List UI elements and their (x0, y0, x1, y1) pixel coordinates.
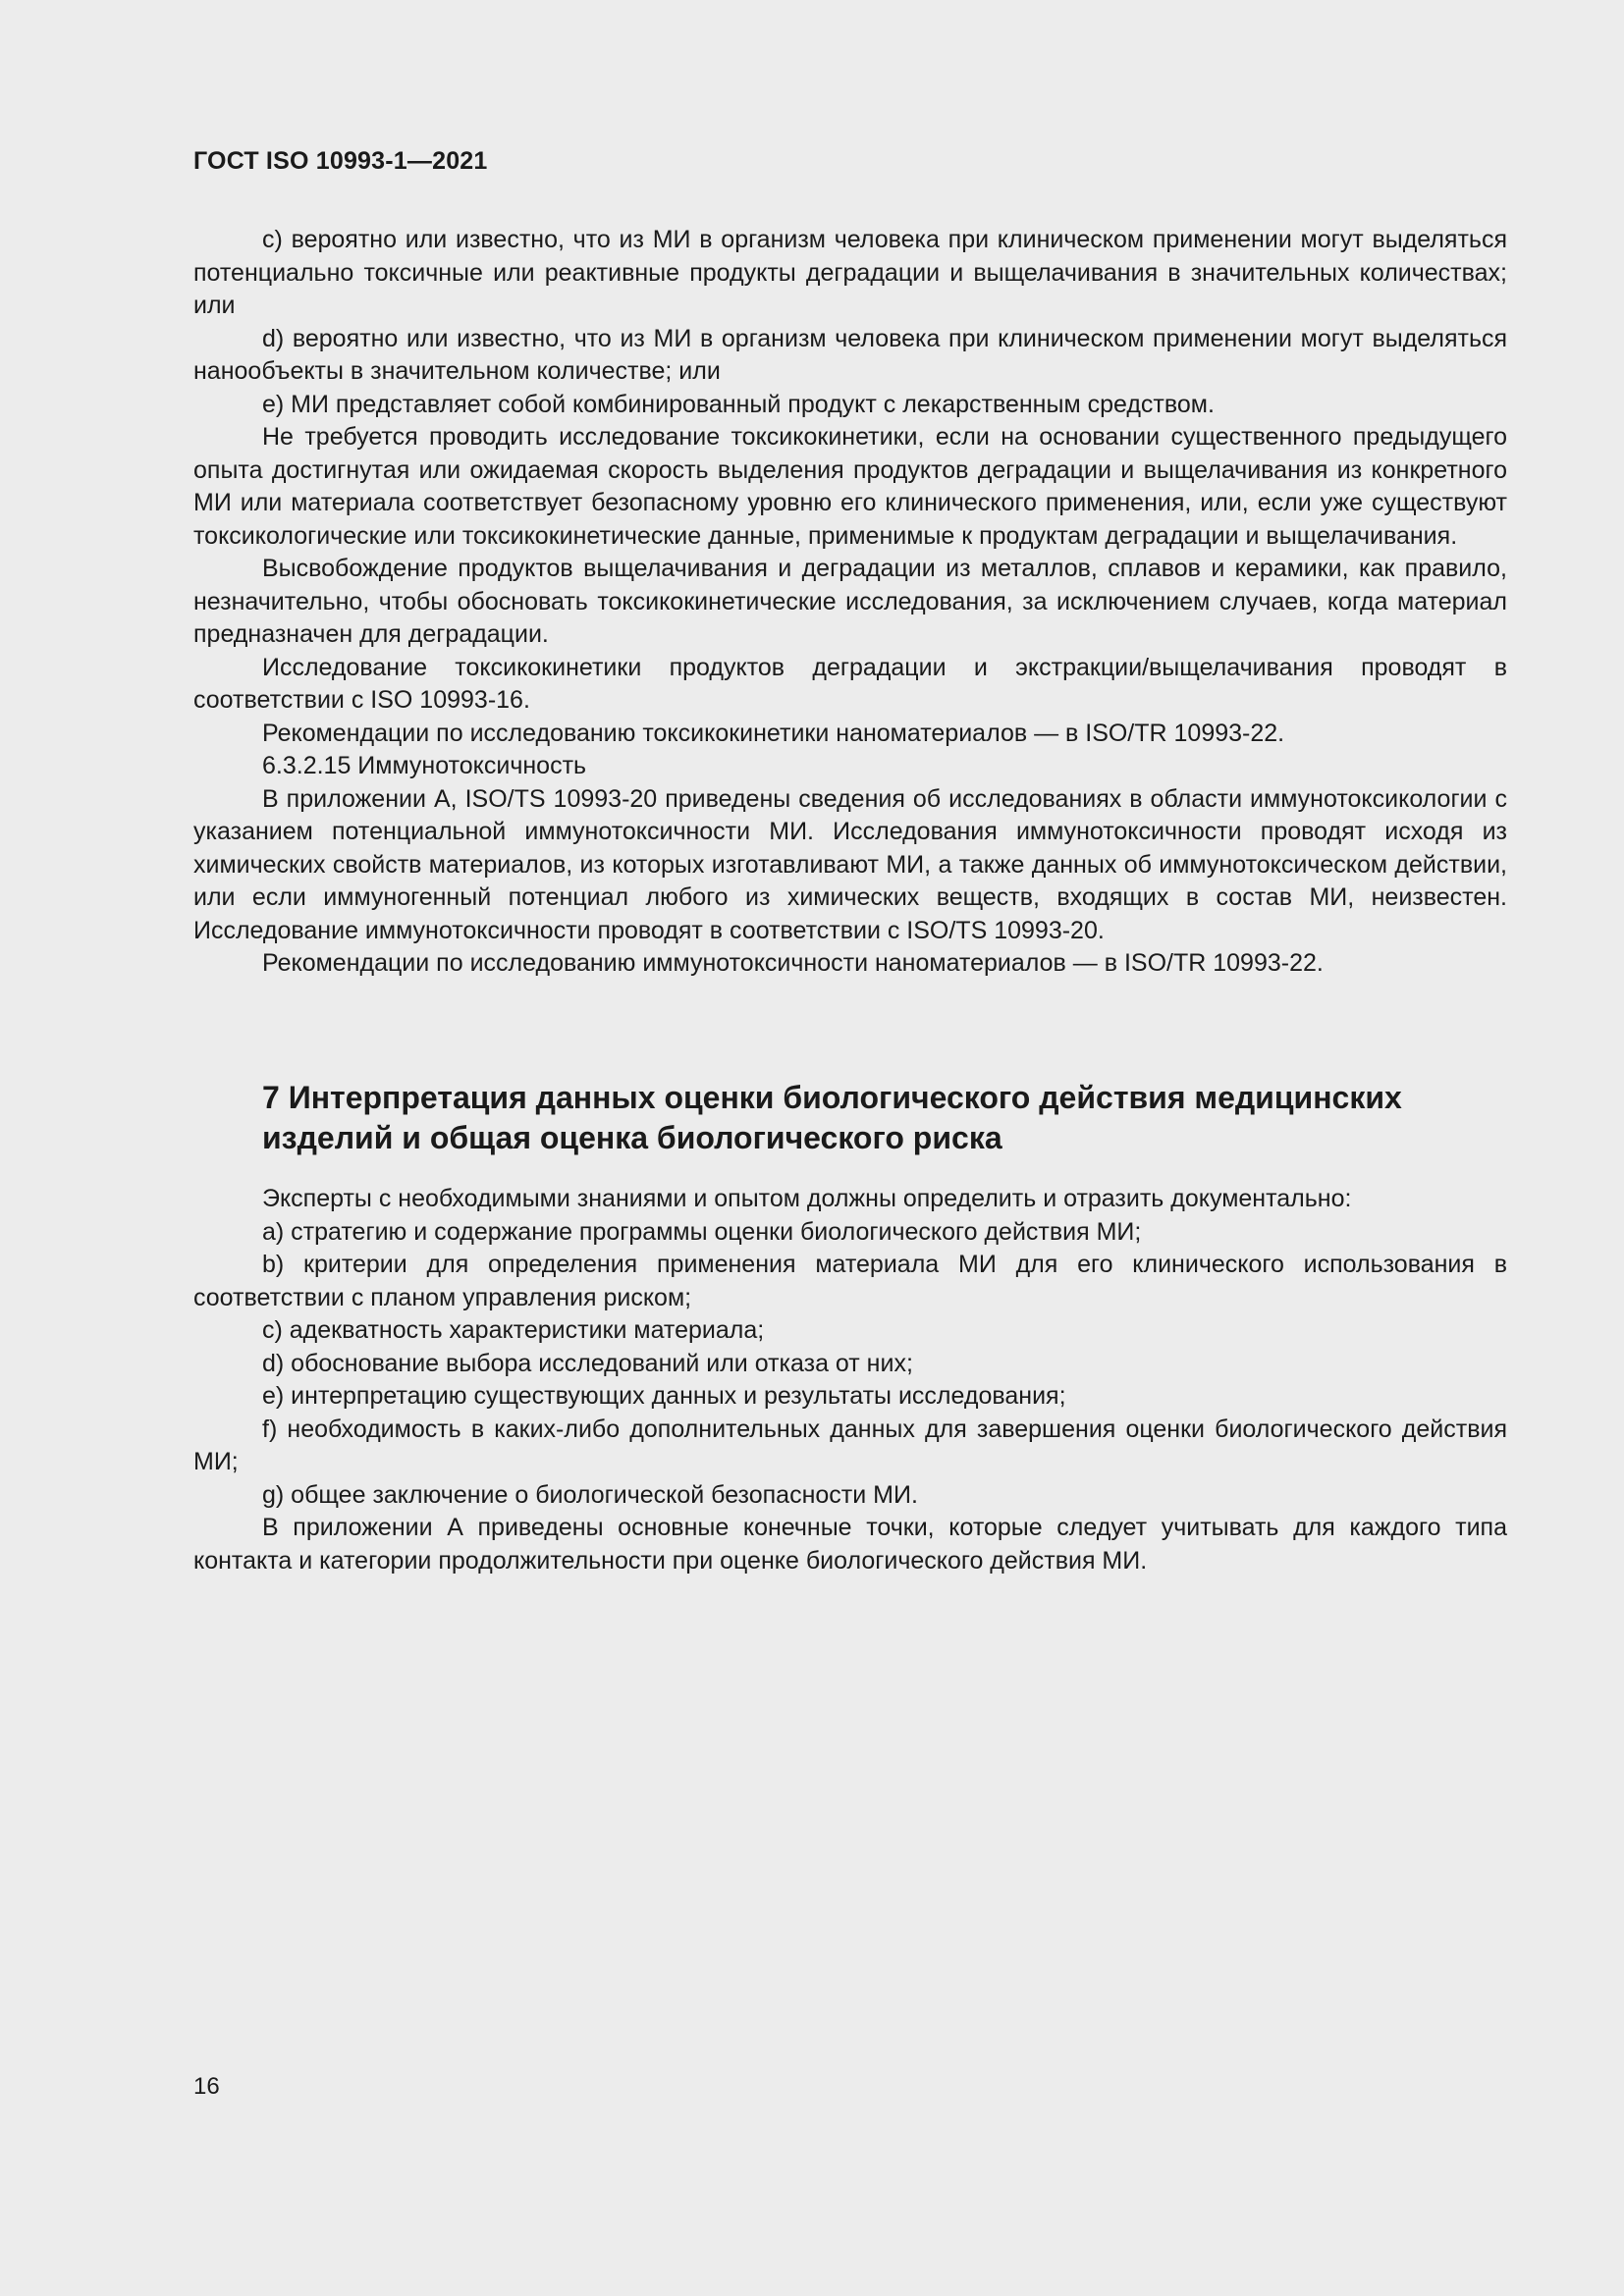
section-title: 7 Интерпретация данных оценки биологического действия медицинских изделий и общая оценка биологического риска (262, 1080, 1402, 1155)
subsection-heading: 6.3.2.15 Иммунотоксичность (262, 752, 587, 779)
document-header: ГОСТ ISO 10993-1—2021 (193, 147, 488, 175)
paragraph: В приложении А приведены основные конечные точки, которые следует учитывать для каждого типа контакта и категории продолжительности при оценке биологического действия МИ. (193, 1514, 1507, 1575)
list-item-f: f) необходимость в каких-либо дополнительных данных для завершения оценки биологического действия МИ; (193, 1415, 1507, 1475)
paragraph: Эксперты с необходимыми знаниями и опытом должны определить и отразить документально: (262, 1185, 1352, 1212)
list-item-g: g) общее заключение о биологической безопасности МИ. (262, 1480, 918, 1509)
paragraph: Рекомендации по исследованию иммунотоксичности наноматериалов — в ISO/TR 10993-22. (262, 949, 1324, 977)
list-item-e: e) интерпретацию существующих данных и результаты исследования; (262, 1382, 1066, 1410)
list-item-d: d) вероятно или известно, что из МИ в организм человека при клиническом применении могут выделяться нанообъекты в значительном количестве; или (193, 324, 1507, 385)
list-item-b: b) критерии для определения применения материала МИ для его клинического использования в соответствии с планом управления риском; (193, 1251, 1507, 1311)
list-item-e: e) МИ представляет собой комбинированный продукт с лекарственным средством. (262, 390, 1215, 418)
list-item-c: c) адекватность характеристики материала; (262, 1316, 765, 1344)
paragraph: Высвобождение продуктов выщелачивания и деградации из металлов, сплавов и керамики, как правило, незначительно, чтобы обосновать токсикокинетические исследования, за исключением случаев, когда материал предназначен для деградации. (193, 555, 1507, 648)
list-item-c: c) вероятно или известно, что из МИ в организм человека при клиническом применении могут выделяться потенциально токсичные или реактивные продукты деградации и выщелачивания в значительных количествах; или (193, 226, 1507, 319)
list-item-a: a) стратегию и содержание программы оценки биологического действия МИ; (262, 1217, 1142, 1246)
paragraph: Не требуется проводить исследование токсикокинетики, если на основании существенного предыдущего опыта достигнутая или ожидаемая скорость выделения продуктов деградации и выщелачивания из конкретного МИ или материала соответствует безопасному уровню его клинического применения, или, если уже существуют токсикологические или токсикокинетические данные, применимые к продуктам деградации и выщелачивания. (193, 423, 1507, 550)
paragraph: Исследование токсикокинетики продуктов деградации и экстракции/выщелачивания проводят в соответствии с ISO 10993-16. (193, 653, 1507, 714)
paragraph: В приложении А, ISO/TS 10993-20 приведены сведения об исследованиях в области иммунотоксикологии с указанием потенциальной иммунотоксичности МИ. Исследования иммунотоксичности проводят исходя из химических свойств материалов, из которых изготавливают МИ, а также данных об иммунотоксическом действии, или если иммуногенный потенциал любого из химических веществ, входящих в состав МИ, неизвестен. Исследование иммунотоксичности проводят в соответствии с ISO/TS 10993-20. (193, 784, 1507, 944)
section-text (193, 1183, 1507, 1577)
page-number: 16 (193, 2073, 220, 2100)
body-text (193, 224, 1507, 981)
paragraph: Рекомендации по исследованию токсикокинетики наноматериалов — в ISO/TR 10993-22. (262, 719, 1285, 747)
list-item-d: d) обоснование выбора исследований или отказа от них; (262, 1349, 913, 1377)
